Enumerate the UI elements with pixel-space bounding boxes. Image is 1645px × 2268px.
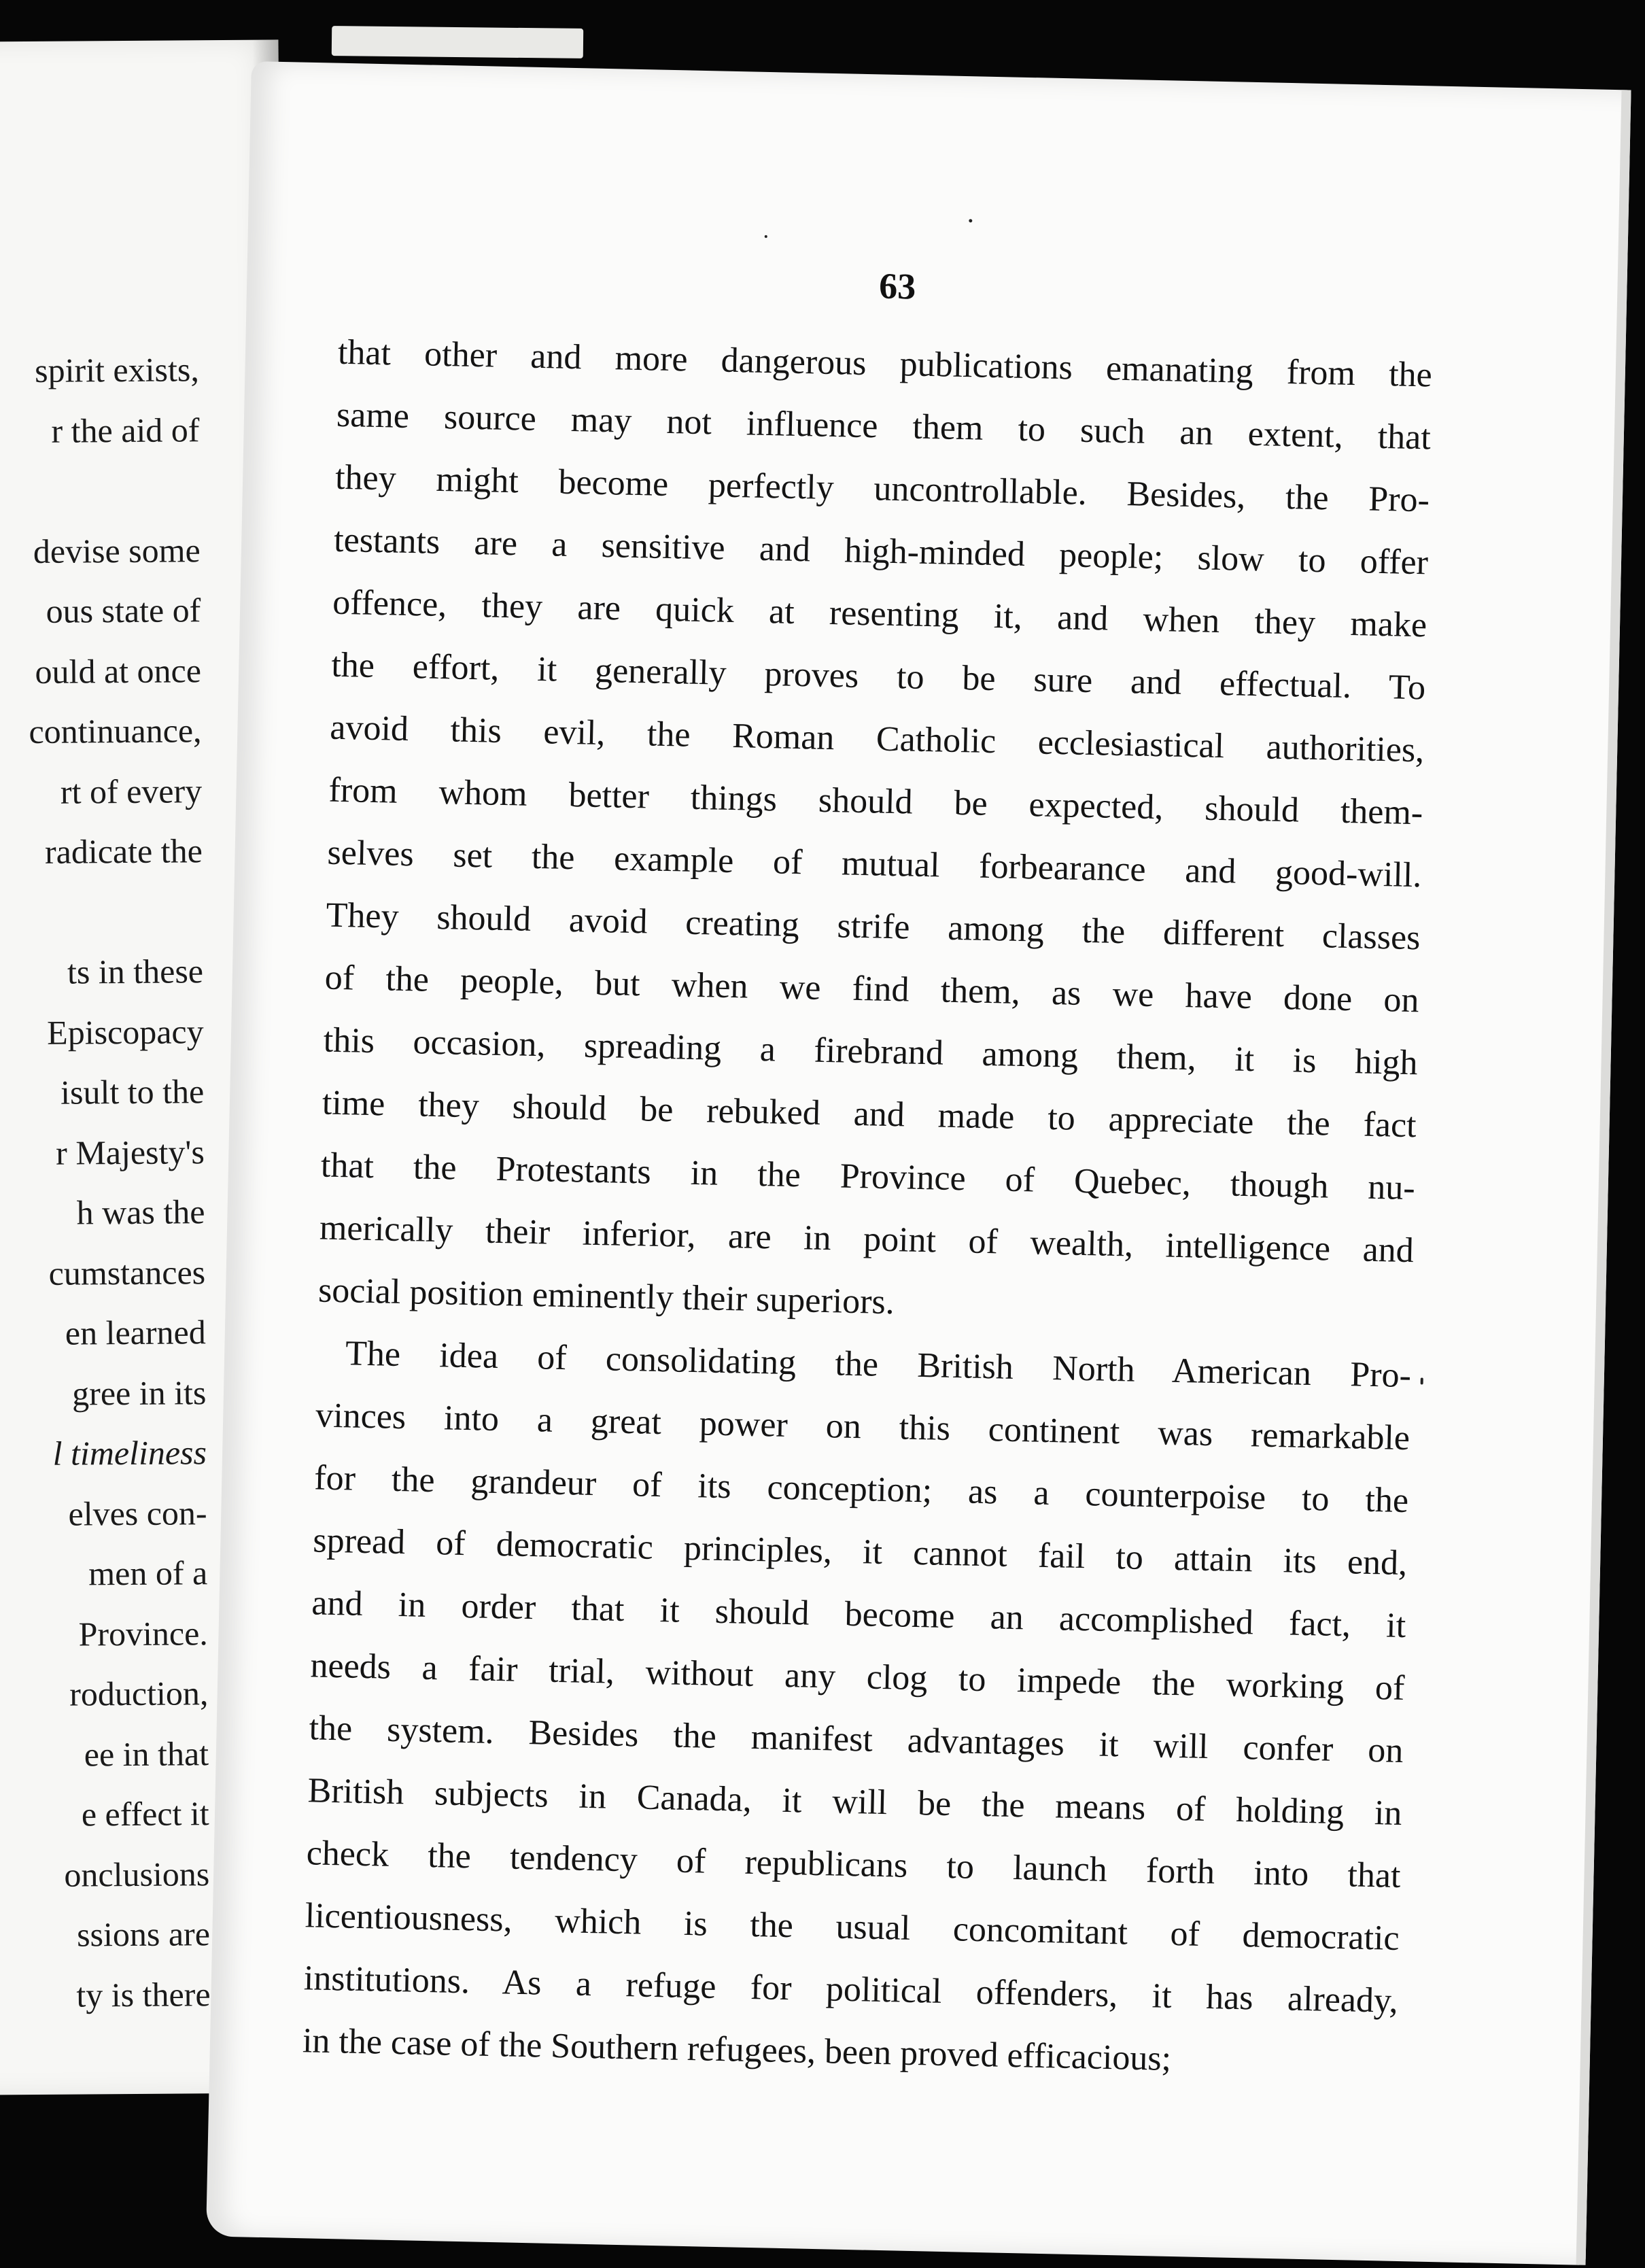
facing-page-line: devise some	[33, 530, 201, 570]
text-line: vinces into a great power on this continent was remarkable	[315, 1396, 1410, 1458]
facing-page-line: ee in that	[84, 1734, 209, 1773]
facing-page-line: en learned	[65, 1313, 206, 1352]
text-line: needs a fair trial, without any clog to impede the working of	[310, 1646, 1405, 1708]
facing-page-line: elves con-	[68, 1493, 207, 1533]
facing-page-line: ts in these	[67, 952, 204, 991]
facing-page-line: ous state of	[46, 591, 201, 630]
facing-page-line: isult to the	[60, 1072, 205, 1112]
facing-page-line: Province.	[78, 1613, 209, 1653]
dust-speck	[1421, 1377, 1423, 1384]
text-line: social position eminently their superiors.	[317, 1271, 895, 1322]
facing-page-line: cumstances	[48, 1252, 206, 1292]
facing-page-line	[0, 460, 200, 521]
text-line: this occasion, spreading a firebrand among them, it is high	[323, 1020, 1419, 1083]
paragraph	[317, 322, 1432, 1345]
page	[206, 61, 1631, 2265]
text-line: and in order that it should become an accomplished fact, it	[311, 1583, 1406, 1646]
facing-page-line: l timeliness	[52, 1433, 207, 1473]
page-number: 63	[878, 265, 916, 307]
text-line: for the grandeur of its conception; as a counterpoise to the	[313, 1458, 1409, 1521]
facing-page-line: rt of every	[60, 771, 203, 811]
facing-page-line: continuance,	[29, 711, 202, 751]
text-line: institutions. As a refuge for political offenders, it has already,	[303, 1959, 1399, 2021]
text-line: they might become perfectly uncontrollable. Besides, the Pro-	[334, 458, 1430, 520]
text-line: merically their inferior, are in point of wealth, intelligence and	[319, 1208, 1415, 1271]
facing-page-line: r the aid of	[51, 410, 200, 450]
text-line: the effort, it generally proves to be sure and effectual. To	[330, 645, 1426, 708]
paragraph	[302, 1322, 1412, 2095]
facing-page-line: roduction,	[69, 1674, 209, 1713]
facing-page-line: h was the	[76, 1192, 205, 1232]
facing-page-line: ssions are	[76, 1914, 211, 1954]
text-line: testants are a sensitive and high-minded people; slow to offer	[333, 520, 1429, 583]
facing-page-line: ty is there	[76, 1974, 211, 2014]
facing-page-line: Episcopacy	[46, 1012, 204, 1052]
text-line: time they should be rebuked and made to appreciate the fact	[322, 1083, 1417, 1146]
text-line: check the tendency of republicans to launch forth into that	[306, 1834, 1402, 1895]
text-line: offence, they are quick at resenting it, and when they make	[332, 583, 1427, 645]
page-tab	[332, 26, 583, 58]
text-line: in the case of the Southern refugees, been proved efficacious;	[302, 2021, 1172, 2078]
text-line: licentiousness, which is the usual concomitant of democratic	[305, 1896, 1400, 1958]
text-line: from whom better things should be expected, should them-	[328, 770, 1423, 833]
text-line: avoid this evil, the Roman Catholic ecclesiastical authorities,	[329, 708, 1425, 770]
facing-page-line: ould at once	[35, 651, 202, 691]
text-line: The idea of consolidating the British North American Pro-	[345, 1334, 1412, 1396]
facing-page-text	[0, 339, 211, 2026]
body-text	[302, 322, 1433, 2095]
facing-page-line: e effect it	[81, 1794, 209, 1834]
text-line: that other and more dangerous publications emanating from the	[337, 332, 1433, 395]
dust-speck	[765, 235, 767, 238]
text-line: selves set the example of mutual forbearance and good-will.	[327, 833, 1422, 895]
text-line: of the people, but when we find them, as we have done on	[324, 958, 1420, 1020]
text-line: the system. Besides the manifest advantages it will confer on	[309, 1708, 1404, 1771]
text-line: spread of democratic principles, it cannot fail to attain its end,	[312, 1521, 1408, 1583]
page-edge	[1576, 90, 1631, 2265]
text-line: same source may not influence them to such an extent, that	[336, 395, 1432, 458]
facing-page-line: spirit exists,	[34, 350, 200, 390]
text-line: that the Protestants in the Province of Quebec, though nu-	[320, 1146, 1416, 1208]
text-line: British subjects in Canada, it will be the means of holding in	[307, 1771, 1402, 1834]
text-line: They should avoid creating strife among the different classes	[326, 895, 1421, 958]
facing-page-line: gree in its	[71, 1373, 207, 1413]
facing-page-line: r Majesty's	[55, 1132, 205, 1172]
facing-page-line: men of a	[88, 1553, 208, 1593]
facing-page-line: onclusions	[64, 1854, 210, 1894]
dust-speck	[969, 219, 972, 222]
facing-page-line	[0, 881, 203, 943]
facing-page-line: radicate the	[44, 831, 203, 871]
